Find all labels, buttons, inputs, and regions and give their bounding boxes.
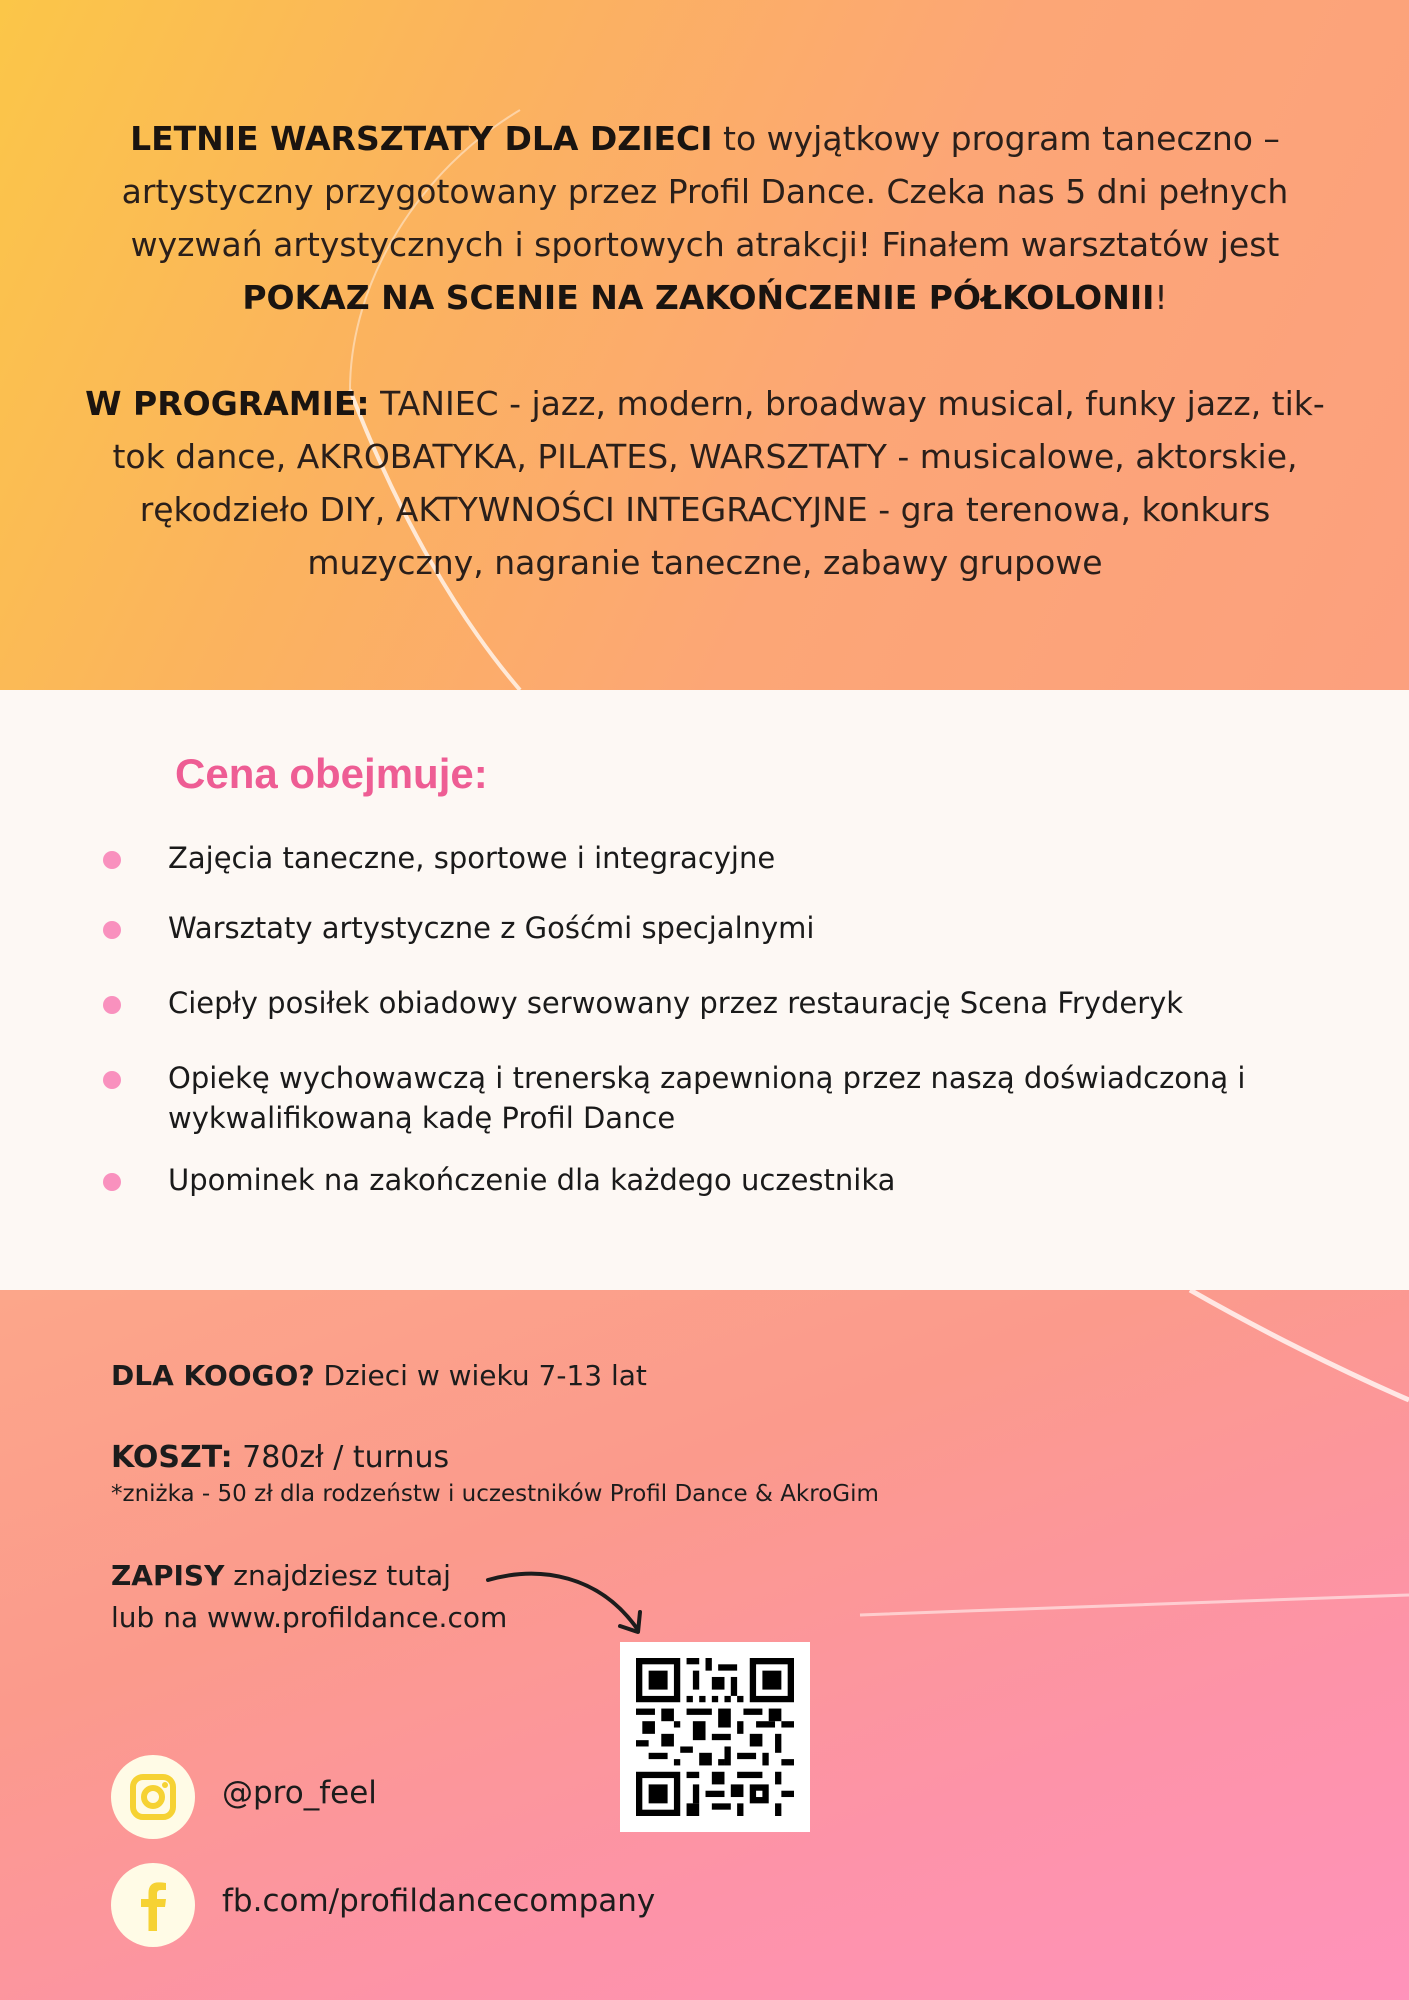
intro-paragraph-1: LETNIE WARSZTATY DLA DZIECI to wyjątkowy program taneczno – artystyczny przygotowany przez Profil Dance. Czeka nas 5 dni pełnych wyzwań artystycznych i sportowych atrakcji! Finałem warsztatów jest POKAZ NA SCENIE NA ZAKOŃCZENIE PÓŁKOLONII! bbox=[121, 119, 1289, 317]
instagram-link[interactable] bbox=[111, 1755, 811, 1839]
details-section bbox=[0, 1290, 1409, 2000]
facebook-url: fb.com/profildancecompany bbox=[222, 1883, 656, 1919]
intro-text bbox=[70, 112, 1340, 589]
bullet-icon bbox=[103, 1071, 121, 1089]
price-section: Cena obejmuje: Zajęcia taneczne, sportowe i integracyjne Warsztaty artystyczne z Gośćmi specjalnymi Ciepły posiłek obiadowy serwowany przez restaurację Scena Fryderyk Opiekę wychowawczą i trenerską zapewnioną przez naszą doświadczoną i wykwalifikowaną kadę Profil Dance Upominek na zakończenie dla każdego uczestnika bbox=[0, 690, 1409, 1290]
price-title: Cena obejmuje: bbox=[175, 750, 488, 797]
signup-link[interactable]: lub na www.profildance.com bbox=[111, 1601, 508, 1634]
intro-paragraph-2: W PROGRAMIE: TANIEC - jazz, modern, broadway musical, funky jazz, tik-tok dance, AKROBATYKA, PILATES, WARSZTATY - musicalowe, aktorskie, rękodzieło DIY, AKTYWNOŚCI INTEGRACYJNE - gra terenowa, konkurs muzyczny, nagranie taneczne, zabawy grupowe bbox=[85, 384, 1325, 582]
bullet-icon bbox=[103, 996, 121, 1014]
bullet-icon bbox=[103, 851, 121, 869]
discount-note: *zniżka - 50 zł dla rodzeństw i uczestników Profil Dance & AkroGim bbox=[111, 1481, 879, 1507]
intro-section bbox=[0, 0, 1409, 690]
instagram-icon bbox=[111, 1755, 195, 1839]
instagram-handle: @pro_feel bbox=[222, 1775, 377, 1811]
facebook-icon bbox=[111, 1863, 195, 1947]
signup-line-1: ZAPISY znajdziesz tutaj bbox=[111, 1559, 451, 1592]
arrow-icon bbox=[480, 1560, 650, 1650]
facebook-link[interactable] bbox=[111, 1863, 811, 1947]
cost: KOSZT: 780zł / turnus bbox=[111, 1440, 450, 1475]
bullet-icon bbox=[103, 921, 121, 939]
target-age: DLA KOOGO? Dzieci w wieku 7-13 lat bbox=[111, 1359, 647, 1392]
bullet-icon bbox=[103, 1173, 121, 1191]
